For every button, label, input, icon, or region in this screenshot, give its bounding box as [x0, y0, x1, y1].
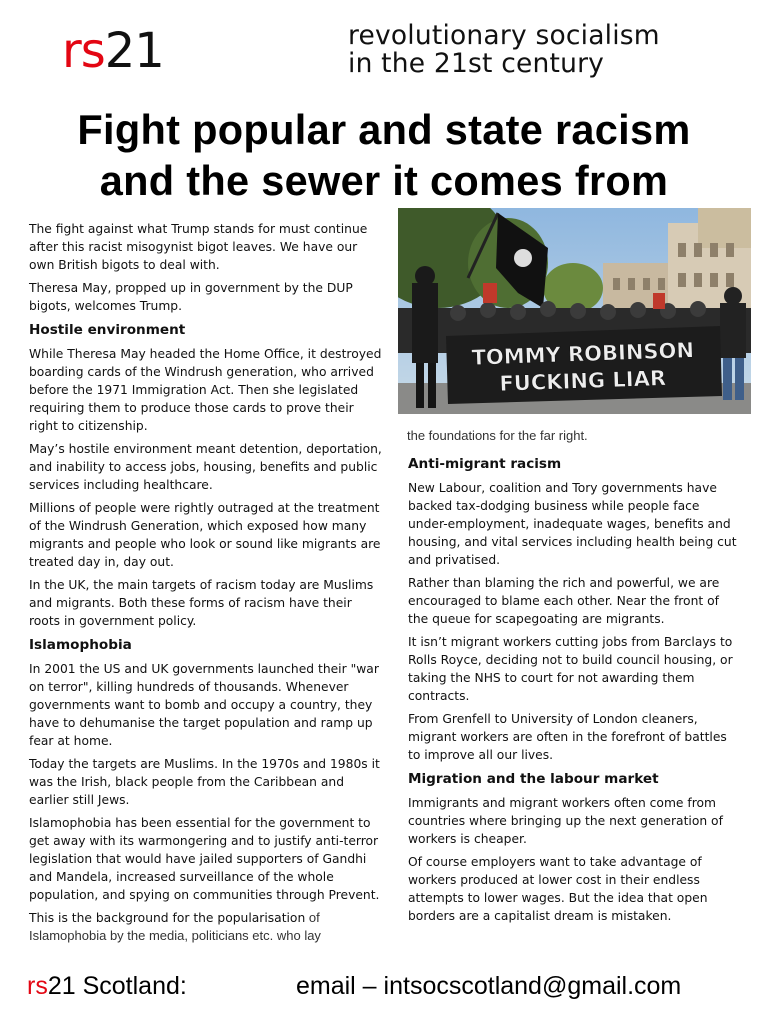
footer-rs: rs: [27, 972, 48, 1000]
heading-hostile-environment: Hostile environment: [29, 322, 186, 338]
heading-anti-migrant-racism: Anti-migrant racism: [408, 456, 562, 472]
protest-photo: [398, 208, 751, 414]
islam-paragraph-4: [29, 909, 384, 945]
tagline-line1: revolutionary socialism: [348, 20, 660, 51]
rs21-logo: [62, 23, 164, 79]
continuation-line: the foundations for the far right.: [407, 428, 588, 443]
islam-paragraph-3: Islamophobia has been essential for the government to get away with its warmongering and to justify anti-terror legislation that would have jailed supporters of Gandhi and Mandela, increased surveillance of the whole population, and spying on communities through Prevent.: [29, 816, 380, 902]
migration-paragraph-2: Of course employers want to take advantage of workers produced at lower cost in their endless attempts to lower wages. But the idea that open borders are a capitalist dream is mistaken.: [408, 855, 708, 923]
left-column: [29, 220, 384, 950]
islam-paragraph-4-tail: of Islamophobia by the media, politicians etc. who lay: [29, 910, 321, 943]
migration-paragraph-1: Immigrants and migrant workers often come from countries where bringing up the next generation of workers is cheaper.: [408, 796, 723, 846]
banner-line-2: FUCKING LIAR: [499, 366, 667, 396]
hostile-paragraph-4: In the UK, the main targets of racism today are Muslims and migrants. Both these forms of racism have their roots in government policy.: [29, 578, 374, 628]
heading-migration-labour-market: Migration and the labour market: [408, 771, 659, 787]
tagline-line2: in the 21st century: [348, 48, 605, 79]
islam-paragraph-4-start: This is the background for the popularisation: [29, 911, 306, 925]
anti-paragraph-2: Rather than blaming the rich and powerful, we are encouraged to blame each other. Near the front of the queue for scapegoating are migrants.: [408, 576, 720, 626]
intro-paragraph-2: Theresa May, propped up in government by the DUP bigots, welcomes Trump.: [29, 281, 353, 313]
anti-paragraph-1: New Labour, coalition and Tory governments have backed tax-dodging business while people face under-employment, inadequate wages, benefits and housing, and vital services including health being cut and privatised.: [408, 481, 737, 567]
heading-islamophobia: Islamophobia: [29, 637, 132, 653]
hostile-paragraph-3: Millions of people were rightly outraged at the treatment of the Windrush Generation, which exposed how many migrants and people who look or sound like migrants are treated day in, day out.: [29, 501, 381, 569]
protest-photo-illustration: [398, 208, 751, 414]
anti-paragraph-3: It isn’t migrant workers cutting jobs from Barclays to Rolls Royce, deciding not to build council housing, or taking the NHS to court for not awarding them contracts.: [408, 635, 733, 703]
footer-org: [27, 970, 187, 1002]
headline-line1: Fight popular and state racism: [77, 106, 691, 153]
hostile-paragraph-2: May’s hostile environment meant detention, deportation, and inability to access jobs, housing, benefits and public services including healthcare.: [29, 442, 382, 492]
hostile-paragraph-1: While Theresa May headed the Home Office, it destroyed boarding cards of the Windrush generation, who arrived before the 1971 Immigration Act. Then she legislated requiring them to produce those cards to prove their right to citizenship.: [29, 347, 382, 433]
islam-paragraph-2: Today the targets are Muslims. In the 1970s and 1980s it was the Irish, black people from the Caribbean and earlier still Jews.: [29, 757, 380, 807]
right-column: [408, 452, 743, 930]
footer-scotland: 21 Scotland:: [47, 972, 187, 1000]
anti-paragraph-4: From Grenfell to University of London cleaners, migrant workers are often in the forefront of battles to improve all our lives.: [408, 712, 727, 762]
footer-email[interactable]: email – intsocscotland@gmail.com: [296, 972, 682, 1000]
banner-line-1: TOMMY ROBINSON: [471, 338, 695, 370]
logo-21: 21: [104, 23, 164, 79]
headline: [0, 104, 768, 206]
tagline: [348, 22, 660, 78]
intro-paragraph-1: The fight against what Trump stands for must continue after this racist misogynist bigot leaves. We have our own British bigots to deal with.: [29, 222, 368, 272]
logo-rs: rs: [62, 23, 105, 79]
headline-line2: and the sewer it comes from: [99, 157, 669, 204]
islam-paragraph-1: In 2001 the US and UK governments launched their "war on terror", killing hundreds of thousands. Whenever governments want to bomb and occupy a country, they have to dehumanise the target population and ramp up fear at home.: [29, 662, 379, 748]
